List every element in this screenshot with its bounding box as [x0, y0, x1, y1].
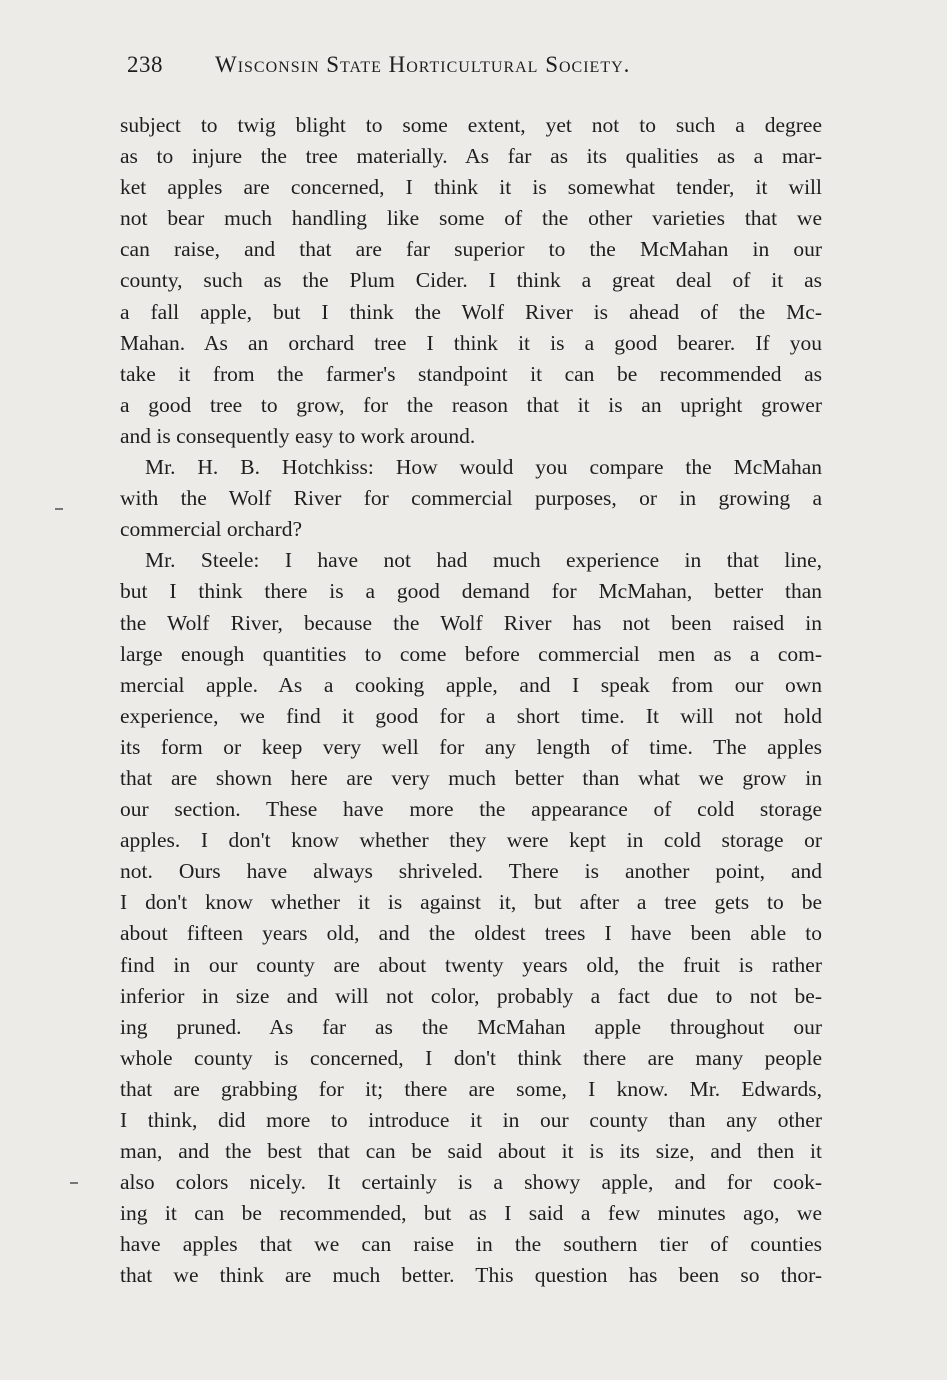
text-line: ket apples are concerned, I think it is somewhat tender, it will — [120, 175, 822, 200]
text-line: Mr. H. B. Hotchkiss: How would you compare the McMahan — [145, 455, 822, 480]
margin-mark — [55, 508, 63, 510]
text-line: a good tree to grow, for the reason that it is an upright grower — [120, 392, 822, 417]
text-line: I think, did more to introduce it in our county than any other — [120, 1108, 822, 1132]
text-line: mercial apple. As a cooking apple, and I speak from our own — [120, 672, 822, 697]
margin-mark — [70, 1182, 78, 1184]
text-line: our section. These have more the appearance of cold storage — [120, 797, 822, 822]
text-line: about fifteen years old, and the oldest trees I have been able to — [120, 921, 822, 946]
text-line: I don't know whether it is against it, but after a tree gets to be — [120, 890, 822, 915]
text-line: county, such as the Plum Cider. I think a great deal of it as — [120, 268, 822, 293]
text-line: Mr. Steele: I have not had much experience in that line, — [145, 548, 822, 573]
text-line: ing pruned. As far as the McMahan apple throughout our — [120, 1014, 822, 1039]
text-line: the Wolf River, because the Wolf River has not been raised in — [120, 610, 822, 635]
text-line: experience, we find it good for a short time. It will not hold — [120, 703, 822, 728]
text-line: that we think are much better. This question has been so thor- — [120, 1263, 822, 1288]
text-line: ing it can be recommended, but as I said a few minutes ago, we — [120, 1201, 822, 1226]
page-header — [127, 52, 827, 86]
text-line: as to injure the tree materially. As far as its qualities as a mar- — [120, 144, 822, 169]
text-line: commercial orchard? — [120, 517, 303, 542]
running-head: Wisconsin State Horticultural Society. — [215, 52, 631, 77]
text-line: inferior in size and will not color, probably a fact due to not be- — [120, 983, 822, 1008]
text-line: subject to twig blight to some extent, yet not to such a degree — [120, 113, 822, 137]
text-line: find in our county are about twenty years old, the fruit is rather — [120, 952, 822, 977]
text-line: Mahan. As an orchard tree I think it is a good bearer. If you — [120, 330, 822, 355]
body-text — [120, 110, 822, 1292]
text-line: take it from the farmer's standpoint it can be recommended as — [120, 361, 822, 386]
text-line: that are shown here are very much better than what we grow in — [120, 765, 822, 790]
text-line: large enough quantities to come before commercial men as a com- — [120, 641, 822, 666]
text-line: that are grabbing for it; there are some, I know. Mr. Edwards, — [120, 1076, 822, 1101]
text-line: whole county is concerned, I don't think there are many people — [120, 1045, 822, 1070]
page-number: 238 — [127, 52, 163, 77]
text-line: its form or keep very well for any length of time. The apples — [120, 734, 822, 759]
text-line: but I think there is a good demand for McMahan, better than — [120, 579, 822, 604]
text-line: and is consequently easy to work around. — [120, 423, 476, 448]
text-line: apples. I don't know whether they were kept in cold storage or — [120, 828, 822, 853]
text-line: have apples that we can raise in the southern tier of counties — [120, 1232, 822, 1257]
text-line: with the Wolf River for commercial purposes, or in growing a — [120, 486, 822, 511]
text-line: also colors nicely. It certainly is a showy apple, and for cook- — [120, 1170, 822, 1195]
text-line: not. Ours have always shriveled. There is another point, and — [120, 859, 822, 884]
text-line: not bear much handling like some of the other varieties that we — [120, 206, 822, 231]
text-line: a fall apple, but I think the Wolf River is ahead of the Mc- — [120, 299, 822, 324]
text-line: man, and the best that can be said about it is its size, and then it — [120, 1139, 822, 1164]
text-line: can raise, and that are far superior to the McMahan in our — [120, 237, 822, 262]
